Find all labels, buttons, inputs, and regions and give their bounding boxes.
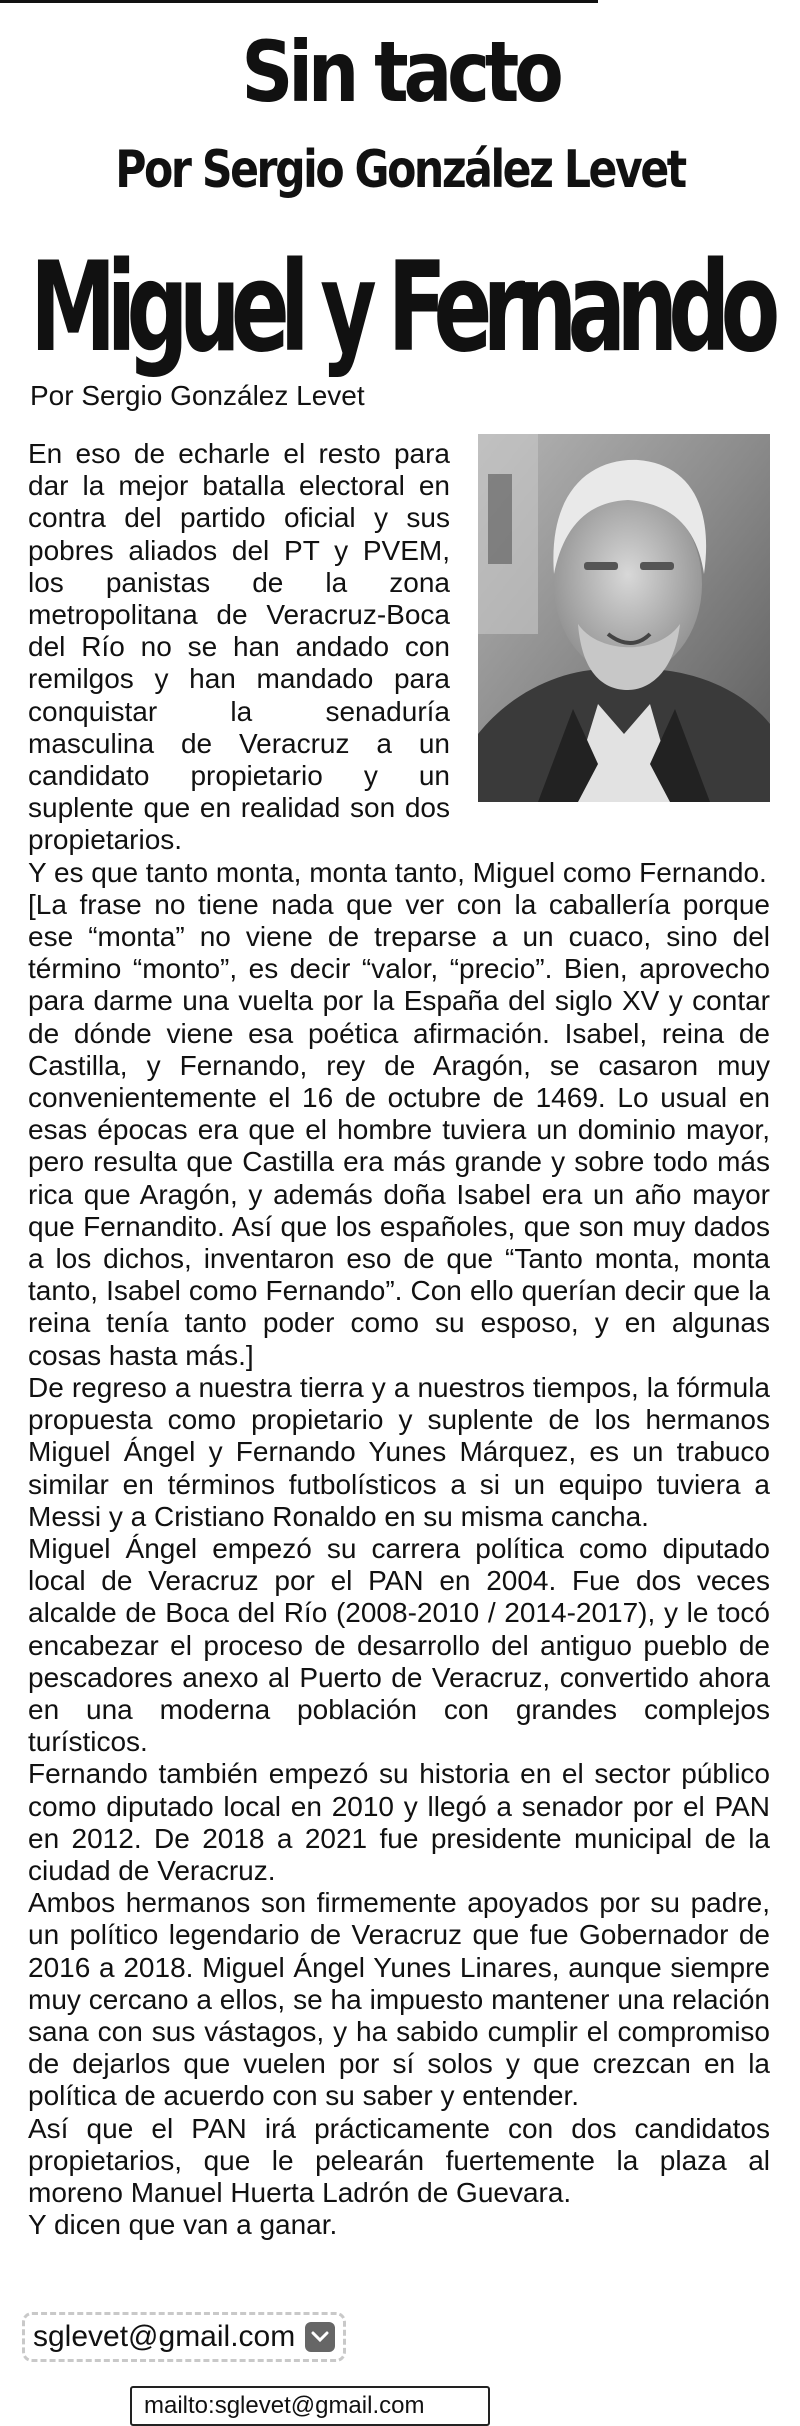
top-rule <box>0 0 598 3</box>
paragraph: Miguel Ángel empezó su carrera política como diputado local de Veracruz por el PAN en 2004. Fue dos veces alcalde de Boca del Río (2008-2010 / 2014-2017), y le tocó encabezar el proceso de desarrollo del antiguo pueblo de pescadores anexo al Puerto de Veracruz, convertido ahora en una moderna población con grandes complejos turísticos. <box>28 1532 770 1758</box>
paragraph: Ambos hermanos son firmemente apoyados por su padre, un político legendario de Veracruz que fue Gobernador de 2016 a 2018. Miguel Ángel Yunes Linares, aunque siempre muy cercano a ellos, se ha impuesto mantener una relación sana con sus vástagos, y ha sabido cumplir el compromiso de dejarlos que vuelen por sí solos y que crezcan en la política de acuerdo con su saber y entender. <box>28 1887 770 2112</box>
paragraph: De regreso a nuestra tierra y a nuestros tiempos, la fórmula propuesta como propietario y suplente de los hermanos Miguel Ángel y Fernando Yunes Márquez, es un trabuco similar en términos futbolísticos a si un equipo tuviera a Messi y a Cristiano Ronaldo en su misma cancha. <box>28 1371 770 1532</box>
column-name: Sin tacto <box>241 23 559 121</box>
chevron-down-icon[interactable] <box>305 2322 335 2352</box>
column-author: Por Sergio González Levet <box>115 140 685 200</box>
article-byline: Por Sergio González Levet <box>30 380 365 411</box>
mailto-tooltip: mailto:sglevet@gmail.com <box>130 2386 490 2426</box>
email-link[interactable]: sglevet@gmail.com <box>33 2320 296 2353</box>
paragraph: [La frase no tiene nada que ver con la caballería porque ese “monta” no viene de treparse a un cuaco, sino del término “monto”, es decir “valor, “precio”. Bien, aprovecho para darme una vuelta por la España del siglo XV y contar de dónde viene esa poética afirmación. Isabel, reina de Castilla, y Fernando, rey de Aragón, se casaron muy convenientemente el 16 de octubre de 1469. Lo usual en esas épocas era que el hombre tuviera un dominio mayor, pero resulta que Castilla era más grande y sobre todo más rica que Aragón, y además doña Isabel era un año mayor que Fernandito. Así que los españoles, que son muy dados a los dichos, inventaron eso de que “Tanto monta, monta tanto, Isabel como Fernando”. Con ello querían decir que la reina tenía tanto poder como su esposo, y en algunas cosas hasta más.] <box>28 888 770 1371</box>
article-headline: Miguel y Fernando <box>30 236 771 380</box>
email-chip[interactable] <box>22 2312 346 2362</box>
paragraph: Y dicen que van a ganar. <box>28 2209 338 2241</box>
paragraph: Y es que tanto monta, monta tanto, Miguel como Fernando. <box>28 856 767 888</box>
paragraph: Así que el PAN irá prácticamente con dos candidatos propietarios, que le pelearán fuertemente la plaza al moreno Manuel Huerta Ladrón de Guevara. <box>28 2112 770 2208</box>
paragraph: En eso de echarle el resto para dar la mejor batalla electoral en contra del partido oficial y sus pobres aliados del PT y PVEM, los panistas de la zona metropolitana de Veracruz-Boca del Río no se han andado con remilgos y han mandado para conquistar la senaduría masculina de Veracruz a un candidato propietario y un suplente que en realidad son dos propietarios. <box>28 438 450 856</box>
paragraph: Fernando también empezó su historia en el sector público como diputado local en 2010 y llegó a senador por el PAN en 2012. De 2018 a 2021 fue presidente municipal de la ciudad de Veracruz. <box>28 1758 770 1886</box>
article-body <box>28 438 770 2241</box>
